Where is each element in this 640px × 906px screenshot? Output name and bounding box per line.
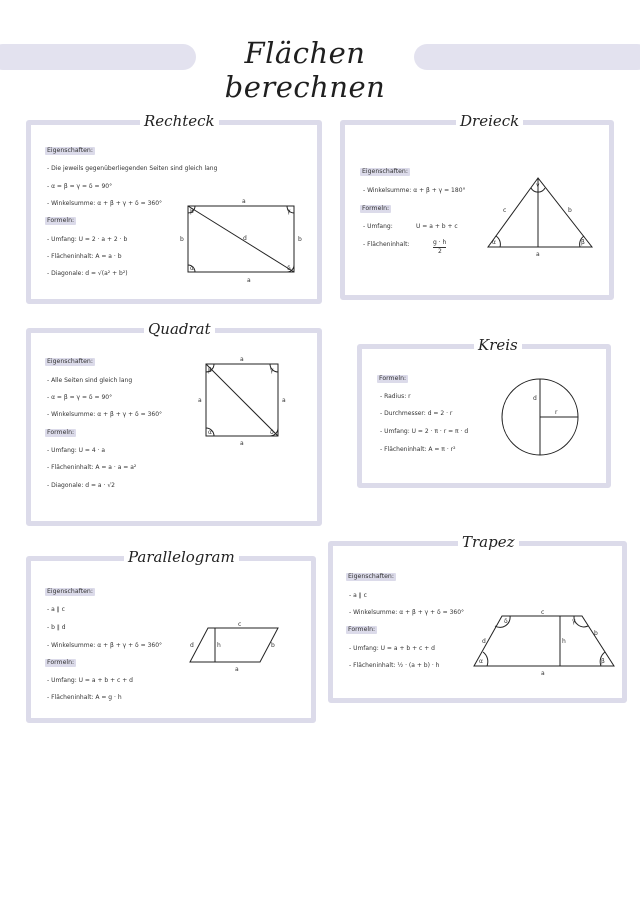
quadrat-eig-3: - Winkelsumme: α + β + γ + δ = 360° <box>47 411 163 418</box>
card-title-quadrat: Quadrat <box>144 320 215 338</box>
trapez-eig-1: - a ∥ c <box>349 592 367 599</box>
parallelogram-label-right: b <box>271 642 275 649</box>
dreieck-formeln-label: Formeln: <box>362 205 390 212</box>
dreieck-form-2-numerator: g · h <box>433 239 447 246</box>
trapez-form-2: - Flächeninhalt: ½ · (a + b) · h <box>349 662 440 669</box>
rechteck-eig-2: - α = β = γ = δ = 90° <box>47 183 113 190</box>
trapez-eigenschaften-label: Eigenschaften: <box>348 573 394 580</box>
dreieck-angle-top: γ <box>536 182 540 189</box>
parallelogram-eig-2: - b ∥ d <box>47 624 66 631</box>
rechteck-eig-1: - Die jeweils gegenüberliegenden Seiten sind gleich lang <box>47 165 218 172</box>
quadrat-label-top: a <box>240 356 244 363</box>
trapez-formeln-label: Formeln: <box>348 626 376 633</box>
rechteck-label-top: a <box>242 198 246 205</box>
card-title-kreis: Kreis <box>474 336 522 354</box>
rechteck-angle-bl: α <box>190 265 194 272</box>
dreieck-eig-1: - Winkelsumme: α + β + γ = 180° <box>363 187 466 194</box>
kreis-label-d: d <box>533 395 537 402</box>
dreieck-angle-bl: α <box>492 239 496 246</box>
kreis-formeln-label: Formeln: <box>379 375 407 382</box>
trapez-angle-tl: δ <box>504 618 508 625</box>
parallelogram-eig-3: - Winkelsumme: α + β + γ + δ = 360° <box>47 642 163 649</box>
trapez-eig-2: - Winkelsumme: α + β + γ + δ = 360° <box>349 609 465 616</box>
parallelogram-form-2: - Flächeninhalt: A = g · h <box>47 694 122 701</box>
quadrat-angle-bl: α <box>208 429 212 436</box>
kreis-form-4: - Flächeninhalt: A = π · r² <box>380 446 456 453</box>
rechteck-eig-3: - Winkelsumme: α + β + γ + δ = 360° <box>47 200 163 207</box>
card-title-dreieck: Dreieck <box>456 112 523 130</box>
rechteck-angle-tl: β <box>190 208 194 215</box>
parallelogram-eig-1: - a ∥ c <box>47 606 65 613</box>
card-title-trapez: Trapez <box>458 533 519 551</box>
dreieck-eigenschaften-label: Eigenschaften: <box>362 168 408 175</box>
parallelogram-eigenschaften-label: Eigenschaften: <box>47 588 93 595</box>
quadrat-label-right: a <box>282 397 286 404</box>
rechteck-formeln-label: Formeln: <box>47 217 75 224</box>
trapez-figure <box>470 606 620 678</box>
rechteck-form-3: - Diagonale: d = √(a² + b²) <box>47 270 128 277</box>
quadrat-label-left: a <box>198 397 202 404</box>
quadrat-label-bottom: a <box>240 440 244 447</box>
quadrat-formeln-label: Formeln: <box>47 429 75 436</box>
dreieck-form-1: - Umfang: <box>363 223 393 230</box>
parallelogram-label-top: c <box>238 621 242 628</box>
parallelogram-label-h: h <box>217 642 221 649</box>
trapez-label-left: d <box>482 638 486 645</box>
dreieck-label-left: c <box>503 207 507 214</box>
quadrat-figure <box>196 354 292 447</box>
trapez-label-bottom: a <box>541 670 545 677</box>
parallelogram-formeln-label: Formeln: <box>47 659 75 666</box>
rechteck-label-right: b <box>298 236 302 243</box>
quadrat-eig-2: - α = β = γ = δ = 90° <box>47 394 113 401</box>
rechteck-figure <box>180 196 310 288</box>
parallelogram-figure <box>186 620 286 673</box>
card-title-rechteck: Rechteck <box>140 112 219 130</box>
kreis-form-2: - Durchmesser: d = 2 · r <box>380 410 453 417</box>
trapez-angle-br: β <box>601 658 605 665</box>
rechteck-label-diag: d <box>243 235 247 242</box>
quadrat-form-1: - Umfang: U = 4 · a <box>47 447 106 454</box>
trapez-angle-bl: α <box>479 658 483 665</box>
quadrat-eigenschaften-label: Eigenschaften: <box>47 358 93 365</box>
rechteck-label-left: b <box>180 236 184 243</box>
rechteck-angle-br: δ <box>287 265 291 272</box>
dreieck-label-right: b <box>568 207 572 214</box>
quadrat-angle-br: δ <box>270 429 274 436</box>
rechteck-angle-tr: γ <box>287 208 291 215</box>
quadrat-form-2: - Flächeninhalt: A = a · a = a² <box>47 464 137 471</box>
rechteck-form-2: - Flächeninhalt: A = a · b <box>47 253 122 260</box>
kreis-form-3: - Umfang: U = 2 · π · r = π · d <box>380 428 469 435</box>
dreieck-label-base: a <box>536 251 540 258</box>
card-title-parallelogram: Parallelogram <box>124 548 239 566</box>
rechteck-eigenschaften-label: Eigenschaften: <box>47 147 93 154</box>
trapez-form-1: - Umfang: U = a + b + c + d <box>349 645 435 652</box>
kreis-figure <box>498 374 584 460</box>
quadrat-angle-tr: γ <box>270 367 274 374</box>
title-banner-right <box>414 44 640 70</box>
kreis-label-r: r <box>555 409 558 416</box>
dreieck-form-2: - Flächeninhalt: <box>363 241 410 248</box>
parallelogram-label-left: d <box>190 642 194 649</box>
dreieck-form-1-value: U = a + b + c <box>416 223 458 230</box>
page-title: Flächen berechnen <box>224 36 386 104</box>
title-banner-left <box>0 44 196 70</box>
quadrat-form-3: - Diagonale: d = a · √2 <box>47 482 115 489</box>
rechteck-label-bottom: a <box>247 277 251 284</box>
trapez-label-right: b <box>594 630 598 637</box>
trapez-angle-tr: γ <box>572 618 576 625</box>
kreis-form-1: - Radius: r <box>380 393 411 400</box>
dreieck-figure <box>480 172 600 262</box>
trapez-label-top: c <box>541 609 545 616</box>
dreieck-angle-br: β <box>581 239 585 246</box>
trapez-label-h: h <box>562 638 566 645</box>
rechteck-form-1: - Umfang: U = 2 · a + 2 · b <box>47 236 128 243</box>
parallelogram-form-1: - Umfang: U = a + b + c + d <box>47 677 133 684</box>
parallelogram-label-bottom: a <box>235 666 239 673</box>
quadrat-eig-1: - Alle Seiten sind gleich lang <box>47 377 133 384</box>
quadrat-angle-tl: β <box>208 367 212 374</box>
dreieck-form-2-denominator: 2 <box>438 248 442 255</box>
